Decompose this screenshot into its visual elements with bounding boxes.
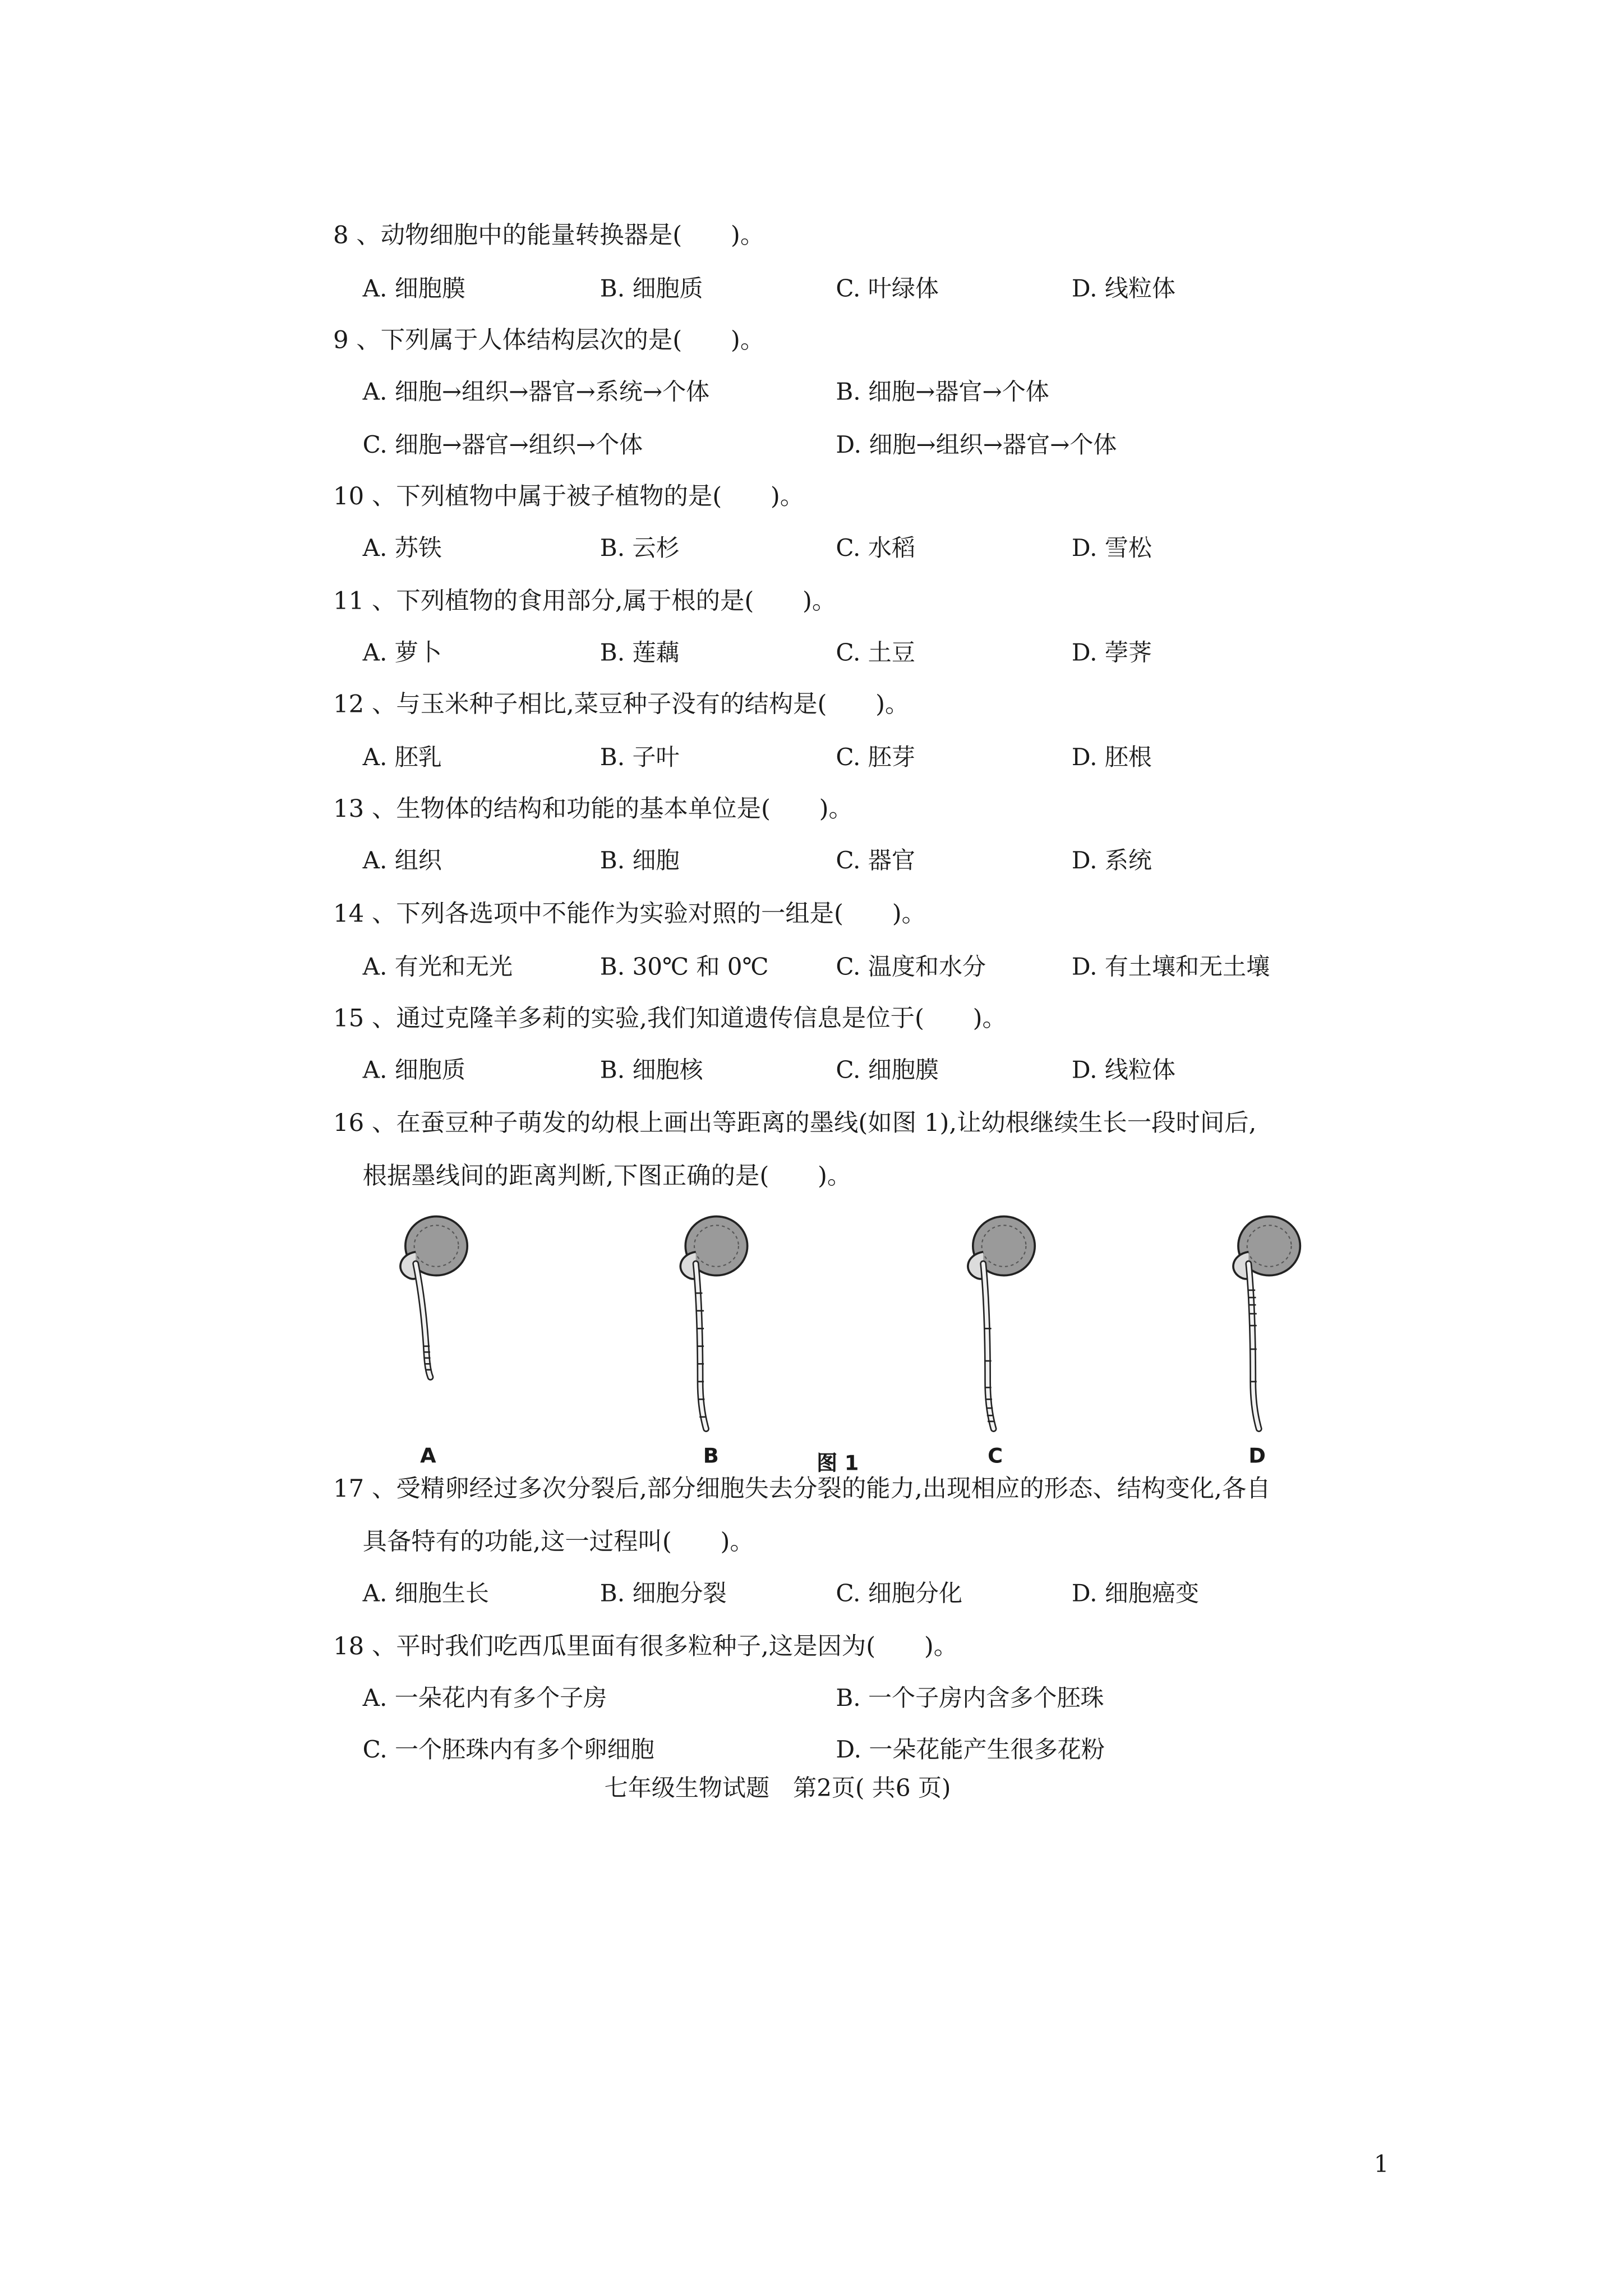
question-10-option-a: A. 苏铁 — [362, 533, 442, 562]
question-8-option-a: A. 细胞膜 — [362, 274, 465, 302]
question-8-option-b: B. 细胞质 — [600, 274, 703, 302]
question-10-stem: 10 、下列植物中属于被子植物的是( )。 — [333, 482, 805, 510]
seedling-d-image — [1219, 1204, 1322, 1441]
question-11-option-a: A. 萝卜 — [362, 638, 442, 667]
question-18-option-b: B. 一个子房内含多个胚珠 — [836, 1683, 1104, 1712]
question-12-option-a: A. 胚乳 — [362, 743, 442, 771]
seedling-b-image — [666, 1204, 769, 1441]
question-8-option-c: C. 叶绿体 — [836, 274, 939, 302]
question-14-stem: 14 、下列各选项中不能作为实验对照的一组是( )。 — [333, 899, 926, 928]
question-15-option-a: A. 细胞质 — [362, 1056, 465, 1084]
question-18-option-c: C. 一个胚珠内有多个卵细胞 — [362, 1735, 654, 1764]
question-10-option-c: C. 水稻 — [836, 533, 915, 562]
question-13-option-d: D. 系统 — [1071, 846, 1152, 875]
question-11-option-d: D. 荸荠 — [1071, 638, 1152, 667]
figure-caption: 图 1 — [817, 1452, 859, 1476]
question-14-option-b: B. 30℃ 和 0℃ — [600, 953, 769, 981]
question-13-stem: 13 、生物体的结构和功能的基本单位是( )。 — [333, 794, 853, 823]
question-18-stem: 18 、平时我们吃西瓜里面有很多粒种子,这是因为( )。 — [333, 1632, 958, 1660]
question-8-stem: 8 、动物细胞中的能量转换器是( )。 — [333, 221, 765, 250]
question-13-option-c: C. 器官 — [836, 846, 915, 875]
question-13-option-a: A. 组织 — [362, 846, 442, 875]
question-11-option-b: B. 莲藕 — [600, 638, 680, 667]
figure-1 — [386, 1204, 1330, 1477]
question-15-stem: 15 、通过克隆羊多莉的实验,我们知道遗传信息是位于( )。 — [333, 1004, 1007, 1032]
question-18-option-d: D. 一朵花能产生很多花粉 — [836, 1735, 1105, 1764]
question-9-stem: 9 、下列属于人体结构层次的是( )。 — [333, 325, 765, 354]
page-footer: 七年级生物试题 第2页( 共6 页) — [604, 1774, 951, 1802]
question-17-option-d: D. 细胞癌变 — [1071, 1579, 1200, 1608]
question-15-option-b: B. 细胞核 — [600, 1056, 703, 1084]
figure-label-d: D — [1248, 1444, 1266, 1469]
question-11-option-c: C. 土豆 — [836, 638, 915, 667]
seedling-c-image — [954, 1204, 1057, 1441]
question-15-option-c: C. 细胞膜 — [836, 1056, 939, 1084]
question-17-option-a: A. 细胞生长 — [362, 1579, 489, 1608]
question-16-stem-continued: 根据墨线间的距离判断,下图正确的是( )。 — [362, 1162, 852, 1190]
question-14-option-c: C. 温度和水分 — [836, 953, 986, 981]
question-10-option-d: D. 雪松 — [1071, 533, 1152, 562]
question-9-option-b: B. 细胞→器官→个体 — [836, 377, 1049, 406]
seedling-a-image — [386, 1204, 490, 1441]
question-12-option-d: D. 胚根 — [1071, 743, 1152, 771]
question-10-option-b: B. 云杉 — [600, 533, 680, 562]
question-14-option-d: D. 有土壤和无土壤 — [1071, 953, 1270, 981]
question-9-option-c: C. 细胞→器官→组织→个体 — [362, 430, 643, 459]
question-17-stem: 17 、受精卵经过多次分裂后,部分细胞失去分裂的能力,出现相应的形态、结构变化,各自 — [333, 1474, 1271, 1503]
question-12-option-c: C. 胚芽 — [836, 743, 915, 771]
question-9-option-a: A. 细胞→组织→器官→系统→个体 — [362, 377, 710, 406]
question-12-stem: 12 、与玉米种子相比,菜豆种子没有的结构是( )。 — [333, 690, 910, 719]
question-14-option-a: A. 有光和无光 — [362, 953, 513, 981]
question-11-stem: 11 、下列植物的食用部分,属于根的是( )。 — [333, 587, 837, 615]
question-17-stem-continued: 具备特有的功能,这一过程叫( )。 — [362, 1527, 754, 1556]
question-17-option-c: C. 细胞分化 — [836, 1579, 963, 1608]
question-18-option-a: A. 一朵花内有多个子房 — [362, 1683, 607, 1712]
question-16-stem: 16 、在蚕豆种子萌发的幼根上画出等距离的墨线(如图 1),让幼根继续生长一段时间后, — [333, 1108, 1257, 1137]
question-15-option-d: D. 线粒体 — [1071, 1056, 1176, 1084]
question-17-option-b: B. 细胞分裂 — [600, 1579, 727, 1608]
figure-label-c: C — [988, 1444, 1003, 1469]
question-13-option-b: B. 细胞 — [600, 846, 680, 875]
page-number: 1 — [1373, 2150, 1389, 2178]
figure-label-b: B — [703, 1444, 719, 1469]
question-9-option-d: D. 细胞→组织→器官→个体 — [836, 430, 1117, 459]
figure-label-a: A — [420, 1444, 436, 1469]
question-12-option-b: B. 子叶 — [600, 743, 680, 771]
question-8-option-d: D. 线粒体 — [1071, 274, 1176, 302]
